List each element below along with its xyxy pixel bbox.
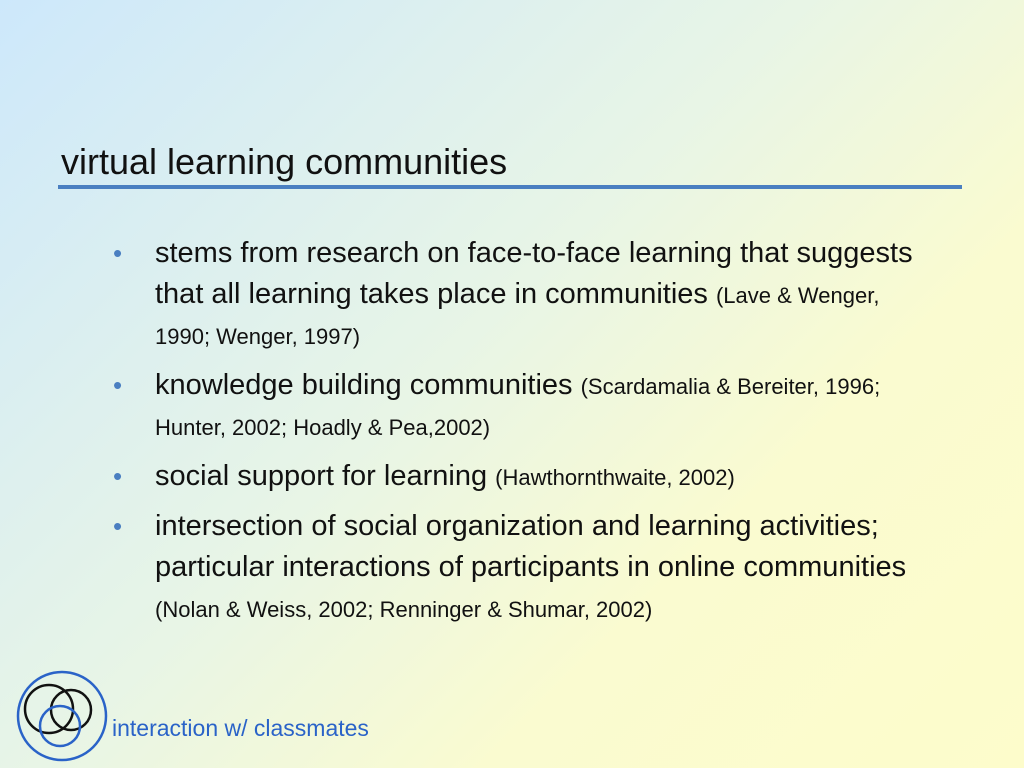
- bullet-citation: (Nolan & Weiss, 2002; Renninger & Shumar, 2002): [155, 597, 653, 622]
- bullet-item: [113, 456, 913, 497]
- bullet-marker: •: [113, 370, 123, 400]
- bullet-list: [113, 233, 913, 638]
- bullet-marker: •: [113, 511, 123, 541]
- slide-title: virtual learning communities: [61, 141, 508, 182]
- footer-caption: interaction w/ classmates: [112, 715, 369, 741]
- bullet-marker: •: [113, 461, 123, 491]
- bullet-text: intersection of social organization and learning activities; particular interactions of participants in online communities: [155, 510, 907, 583]
- bullet-text: knowledge building communities: [155, 369, 573, 401]
- bullet-citation: (Lave & Wenger, 1990; Wenger, 1997): [155, 283, 880, 349]
- title-underline: [58, 185, 962, 189]
- bullet-item: [113, 233, 913, 356]
- bullet-text: stems from research on face-to-face learning that suggests that all learning takes place in communities: [155, 237, 913, 310]
- bullet-item: [113, 365, 913, 447]
- circles-logo-icon: [14, 670, 114, 762]
- bullet-citation: (Scardamalia & Bereiter, 1996; Hunter, 2002; Hoadly & Pea,2002): [155, 374, 881, 440]
- bullet-text: social support for learning: [155, 460, 488, 492]
- bullet-citation: (Hawthornthwaite, 2002): [495, 465, 735, 490]
- bullet-marker: •: [113, 238, 123, 268]
- bullet-item: [113, 506, 913, 629]
